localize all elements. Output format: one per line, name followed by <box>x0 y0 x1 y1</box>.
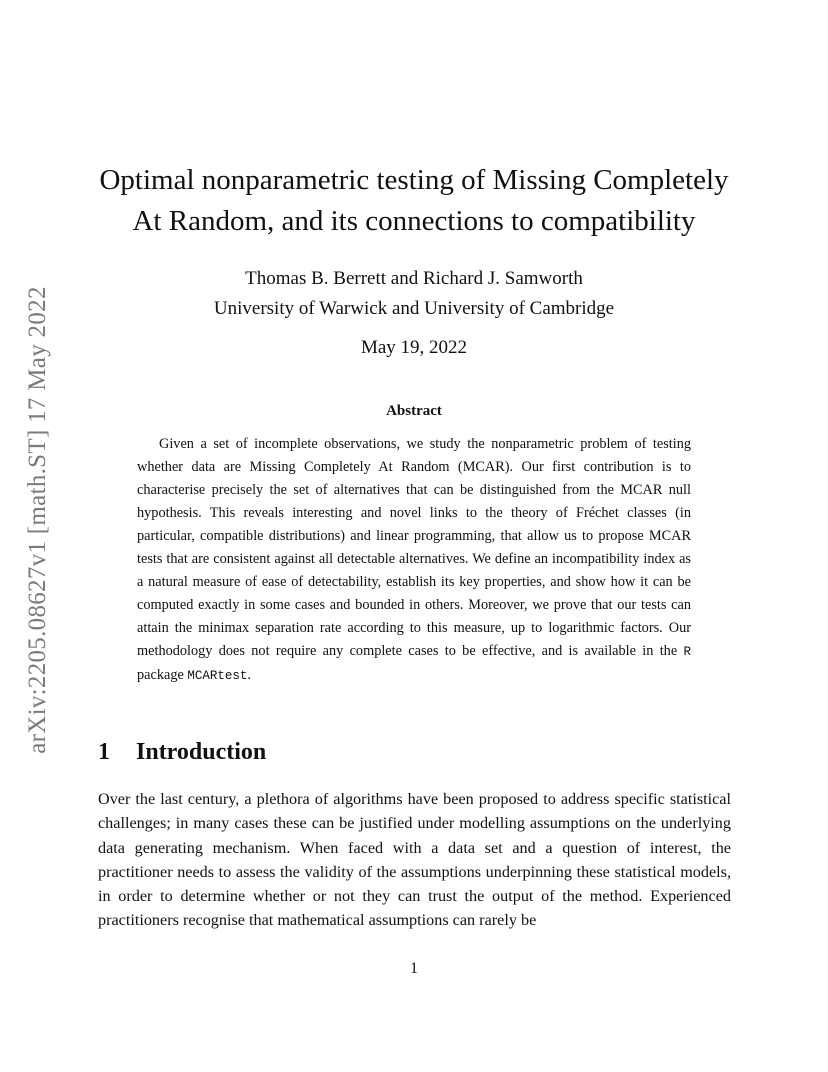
author-block <box>80 264 748 324</box>
abstract-text-part2: package <box>137 667 188 683</box>
introduction-paragraph: Over the last century, a plethora of algorithms have been proposed to address specific statistical challenges; in many cases these can be justified under modelling assumptions on the underlying data generating mechanism. When faced with a data set and a question of interest, the practitioner needs to assess the validity of the assumptions underpinning these statistical models, in order to determine whether or not they can trust the output of the method. Experienced practitioners recognise that mathematical assumptions can rarely be <box>98 790 731 930</box>
title-line-2: At Random, and its connections to compatibility <box>132 205 696 237</box>
abstract-text <box>137 433 691 688</box>
abstract-heading: Abstract <box>386 403 442 419</box>
abstract-code-r: R <box>683 645 691 659</box>
author-names: Thomas B. Berrett and Richard J. Samworth <box>245 268 583 289</box>
abstract-text-part1: Given a set of incomplete observations, we study the nonparametric problem of testing whether data are Missing Completely At Random (MCAR). Our first contribution is to characterise precisely the set of alternatives that can be distinguished from the MCAR null hypothesis. This reveals interesting and novel links to the theory of Fréchet classes (in particular, compatible distributions) and linear programming, that allow us to propose MCAR tests that are consistent against all detectable alternatives. We define an incompatibility index as a natural measure of ease of detectability, establish its key properties, and show how it can be computed exactly in some cases and bounded in others. Moreover, we prove that our tests can attain the minimax separation rate according to this measure, up to logarithmic factors. Our methodology does not require any complete cases to be effective, and is available in the <box>137 436 691 659</box>
title-line-1: Optimal nonparametric testing of Missing Completely <box>99 164 729 196</box>
paper-title <box>80 160 748 242</box>
abstract-code-package: MCARtest <box>187 669 248 683</box>
page-number: 1 <box>410 960 418 977</box>
section-number: 1 <box>98 739 110 765</box>
publication-date: May 19, 2022 <box>360 337 468 358</box>
author-affiliation: University of Warwick and University of Cambridge <box>213 298 615 319</box>
section-heading <box>98 739 266 766</box>
section-title: Introduction <box>136 739 267 765</box>
arxiv-identifier-stamp: arXiv:2205.08627v1 [math.ST] 17 May 2022 <box>24 286 51 754</box>
abstract-text-part3: . <box>247 667 251 683</box>
